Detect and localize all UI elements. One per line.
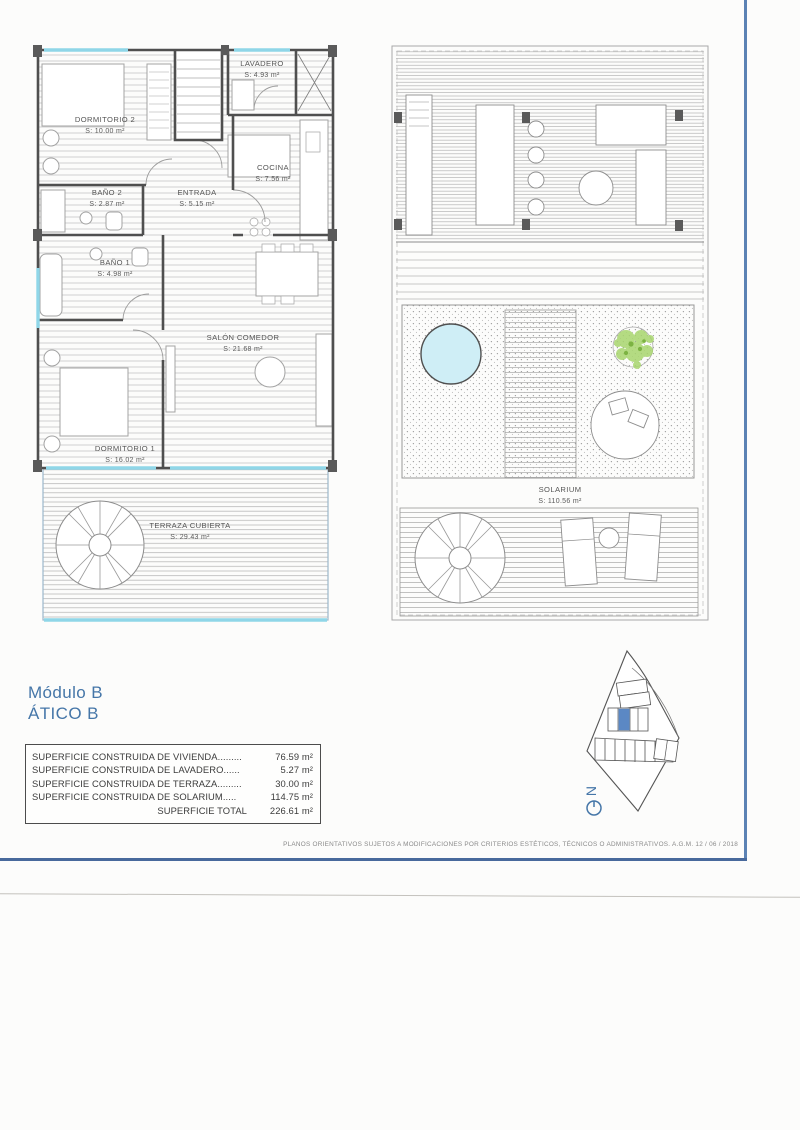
table-row [32, 790, 313, 803]
room-label-bano-1: BAÑO 1 [99, 258, 131, 267]
spiral-stair-solarium [415, 513, 505, 603]
areas-table [25, 744, 321, 824]
module-title: Módulo B [28, 683, 104, 702]
kitchen-sink [306, 132, 320, 152]
room-label-entrada: ENTRADA [177, 188, 217, 197]
sheet-frame-right-border [744, 0, 747, 861]
area-row-value: 30.00 m² [275, 777, 313, 789]
room-area-lavadero: S: 4.93 m² [244, 72, 280, 79]
nightstand [44, 350, 60, 366]
room-label-dormitorio-1: DORMITORIO 1 [94, 444, 156, 453]
room-label-lavadero: LAVADERO [240, 59, 284, 68]
washing-machine [232, 80, 254, 110]
plunge-pool [421, 324, 481, 384]
sheet-frame-bottom-border [0, 858, 747, 861]
unit-title: ÁTICO B [28, 704, 99, 723]
site-location-map [575, 648, 760, 828]
bed-1 [60, 368, 128, 436]
scanned-page-edge [0, 893, 800, 898]
nightstand [43, 158, 59, 174]
bathtub [40, 254, 62, 316]
disclaimer-text: PLANOS ORIENTATIVOS SUJETOS A MODIFICACIONES POR CRITERIOS ESTÉTICOS, TÉCNICOS O ADMINISTRATIVOS. A.G.M. 12 / 06 / 2018 [283, 841, 738, 848]
stairwell-void [175, 50, 222, 140]
area-total-label: SUPERFICIE TOTAL [157, 804, 247, 816]
table-row [32, 750, 313, 763]
room-label-bano-2: BAÑO 2 [91, 188, 123, 197]
toilet [132, 248, 148, 266]
tv-unit [166, 346, 175, 412]
upper-deck-band [396, 252, 704, 299]
north-compass [583, 786, 601, 815]
room-area-cocina: S: 7.56 m² [255, 176, 291, 183]
room-label-dormitorio-2: DORMITORIO 2 [74, 115, 136, 124]
nightstand [43, 130, 59, 146]
table-row-total [32, 804, 313, 817]
area-row-value: 5.27 m² [280, 764, 313, 776]
area-row-label: SUPERFICIE CONSTRUIDA DE LAVADERO...... [32, 764, 240, 776]
dining-table [256, 252, 318, 296]
sink [80, 212, 92, 224]
table-row [32, 777, 313, 790]
solarium-table [591, 391, 659, 459]
room-label-solarium: SOLARIUM [538, 485, 582, 494]
table-row [32, 763, 313, 776]
chair [300, 244, 313, 252]
room-area-dormitorio-1: S: 16.02 m² [105, 457, 145, 464]
area-total-value: 226.61 m² [269, 804, 313, 816]
room-area-bano-2: S: 2.87 m² [89, 201, 125, 208]
apartment-floor-plan [28, 40, 343, 630]
solarium-roof-plan [388, 40, 713, 630]
room-area-salon: S: 21.68 m² [223, 346, 263, 353]
highlighted-unit [619, 709, 630, 731]
room-label-terraza: TERRAZA CUBIERTA [149, 521, 231, 530]
coffee-table [255, 357, 285, 387]
wardrobe [147, 64, 171, 140]
area-row-label: SUPERFICIE CONSTRUIDA DE SOLARIUM..... [32, 791, 237, 803]
toilet [106, 212, 122, 230]
room-area-terraza: S: 29.43 m² [170, 534, 210, 541]
chair [281, 296, 294, 304]
room-area-bano-1: S: 4.98 m² [97, 271, 133, 278]
compass-north-label: N [583, 785, 599, 797]
chair [262, 244, 275, 252]
solarium-label-group [538, 485, 582, 505]
sofa [316, 334, 332, 426]
title-block [28, 682, 103, 724]
room-area-solarium: S: 110.56 m² [538, 498, 582, 505]
area-row-label: SUPERFICIE CONSTRUIDA DE VIVIENDA......... [32, 751, 242, 762]
nightstand [44, 436, 60, 452]
area-row-value: 114.75 m² [270, 791, 313, 803]
chair [281, 244, 294, 252]
chair [262, 296, 275, 304]
room-label-cocina: COCINA [257, 163, 289, 172]
room-label-salon: SALÓN COMEDOR [206, 333, 280, 342]
spiral-stair-terrace [56, 501, 144, 589]
deck-strip [505, 310, 576, 478]
area-row-label: SUPERFICIE CONSTRUIDA DE TERRAZA......... [32, 777, 242, 789]
room-area-dormitorio-2: S: 10.00 m² [85, 128, 125, 135]
area-row-value: 76.59 m² [275, 751, 313, 762]
room-area-entrada: S: 5.15 m² [179, 201, 215, 208]
shower [41, 190, 65, 232]
